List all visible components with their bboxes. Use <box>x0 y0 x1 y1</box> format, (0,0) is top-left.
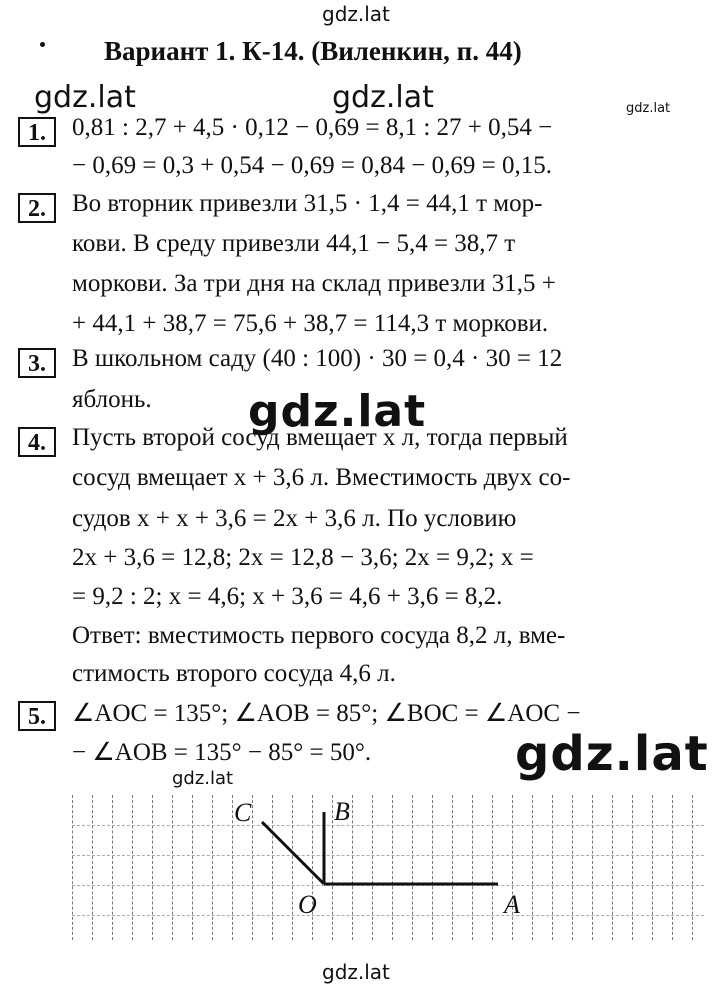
task4-line2: сосуд вмещает x + 3,6 л. Вместимость двух со- <box>72 464 571 491</box>
task3-line1: В школьном саду (40 : 100) · 30 = 0,4 · 30 = 12 <box>72 345 563 372</box>
watermark-small: gdz.lat <box>626 101 671 116</box>
watermark-figure: gdz.lat <box>172 768 234 789</box>
task5-line1: ∠AOC = 135°; ∠AOB = 85°; ∠BOC = ∠AOC − <box>72 700 581 727</box>
task3-line2: яблонь. <box>72 386 152 413</box>
watermark-top: gdz.lat <box>322 2 390 26</box>
task4-line5: = 9,2 : 2; x = 4,6; x + 3,6 = 4,6 + 3,6 = 8,2. <box>72 583 503 610</box>
task5-line2: − ∠AOB = 135° − 85° = 50°. <box>72 739 372 766</box>
task4-line7: стимость второго сосуда 4,6 л. <box>72 660 396 687</box>
task4-line6: Ответ: вместимость первого сосуда 8,2 л, вме- <box>72 622 566 649</box>
watermark-middle: gdz.lat <box>248 386 427 437</box>
watermark-center: gdz.lat <box>332 80 434 115</box>
task2-line3: моркови. За три дня на склад привезли 31,5 + <box>72 270 556 297</box>
task4-line3: судов x + x + 3,6 = 2x + 3,6 л. По условию <box>72 505 517 532</box>
watermark-large: gdz.lat <box>515 726 709 782</box>
ray-oc <box>262 822 324 884</box>
task-number-4: 4. <box>18 427 56 457</box>
point-label-b: B <box>334 797 350 826</box>
point-label-c: C <box>234 798 252 827</box>
point-label-a: A <box>504 890 520 919</box>
task1-line2: − 0,69 = 0,3 + 0,54 − 0,69 = 0,84 − 0,69 = 0,15. <box>72 152 552 179</box>
task4-line1: Пусть второй сосуд вмещает x л, тогда первый <box>72 424 568 451</box>
task-number-3: 3. <box>18 348 56 378</box>
task2-line1: Во вторник привезли 31,5 · 1,4 = 44,1 т мор- <box>72 190 543 217</box>
task2-line4: + 44,1 + 38,7 = 75,6 + 38,7 = 114,3 т моркови. <box>72 310 549 337</box>
page-title: Вариант 1. К-14. (Виленкин, п. 44) <box>104 36 522 66</box>
task-number-2: 2. <box>18 193 56 223</box>
point-label-o: O <box>298 890 317 919</box>
task4-line4: 2x + 3,6 = 12,8; 2x = 12,8 − 3,6; 2x = 9,2; x = <box>72 544 534 571</box>
task2-line2: кови. В среду привезли 44,1 − 5,4 = 38,7 т <box>72 230 516 257</box>
watermark-bottom: gdz.lat <box>322 960 390 984</box>
task-number-5: 5. <box>18 701 56 731</box>
task1-line1: 0,81 : 2,7 + 4,5 · 0,12 − 0,69 = 8,1 : 27 + 0,54 − <box>72 114 553 141</box>
watermark-left: gdz.lat <box>34 80 136 115</box>
task-number-1: 1. <box>18 117 56 147</box>
